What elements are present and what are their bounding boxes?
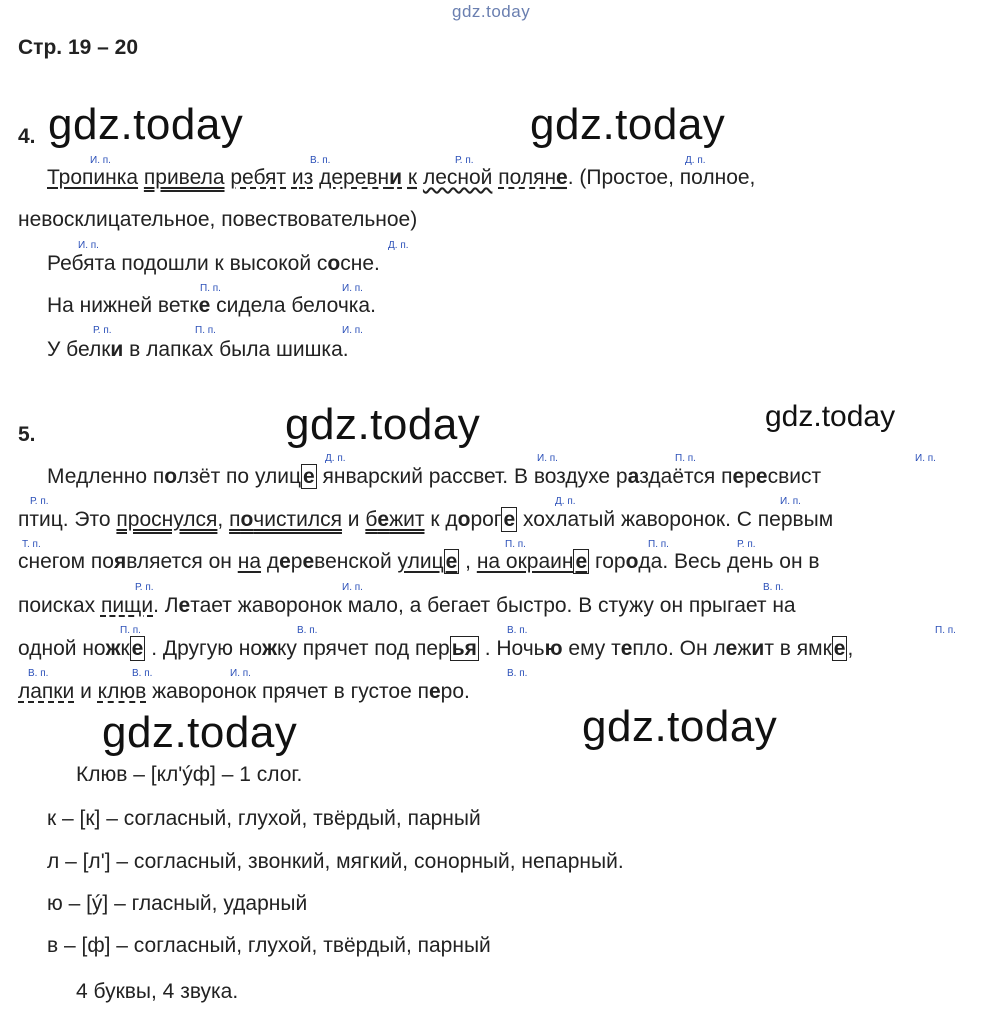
case-tag: В. п. xyxy=(310,155,331,166)
case-tag: Д. п. xyxy=(555,496,576,507)
watermark: gdz.today xyxy=(285,400,481,449)
case-tag: П. п. xyxy=(935,625,956,636)
case-tag: Т. п. xyxy=(22,539,41,550)
case-tag: Д. п. xyxy=(685,155,706,166)
text-line: поисках пищи. Летает жаворонок мало, а бегает быстро. В стужу он прыгает на xyxy=(18,594,796,617)
text-line: Медленно ползёт по улице январский рассвет. В воздухе раздаётся пересвист xyxy=(47,465,822,488)
task-number: 4. xyxy=(18,125,36,148)
watermark-top: gdz.today xyxy=(452,2,531,21)
case-tag: П. п. xyxy=(195,325,216,336)
watermark: gdz.today xyxy=(530,100,726,149)
text-line: снегом появляется он на деревенской улице , на окраине города. Весь день он в xyxy=(18,550,820,573)
case-tag: И. п. xyxy=(780,496,801,507)
sentence: невосклицательное, повествовательное) xyxy=(18,208,418,231)
text-line: одной ножке . Другую ножку прячет под перья . Ночью ему тепло. Он лежит в ямке, xyxy=(18,637,854,660)
case-tag: Р. п. xyxy=(455,155,474,166)
case-tag: Р. п. xyxy=(135,582,154,593)
phonetic-word: Клюв – [кл'ýф] – 1 слог. xyxy=(76,763,303,786)
phonetic-line: к – [к] – согласный, глухой, твёрдый, парный xyxy=(47,807,481,830)
phonetic-line: л – [л'] – согласный, звонкий, мягкий, сонорный, непарный. xyxy=(47,850,624,873)
sentence: Тропинка привела ребят из деревни к лесной поляне. (Простое, полное, xyxy=(47,166,756,189)
case-tag: П. п. xyxy=(648,539,669,550)
watermark: gdz.today xyxy=(765,400,896,433)
case-tag: В. п. xyxy=(763,582,784,593)
case-tag: В. п. xyxy=(132,668,153,679)
case-tag: И. п. xyxy=(537,453,558,464)
sentence: Ребята подошли к высокой сосне. xyxy=(47,252,380,275)
sentence: У белки в лапках была шишка. xyxy=(47,338,349,361)
case-tag: В. п. xyxy=(297,625,318,636)
watermark: gdz.today xyxy=(582,702,778,751)
case-tag: П. п. xyxy=(200,283,221,294)
case-tag: И. п. xyxy=(342,582,363,593)
case-tag: П. п. xyxy=(120,625,141,636)
phonetic-line: в – [ф] – согласный, глухой, твёрдый, парный xyxy=(47,934,491,957)
case-tag: Д. п. xyxy=(388,240,409,251)
case-tag: П. п. xyxy=(505,539,526,550)
case-tag: Д. п. xyxy=(325,453,346,464)
text-line: лапки и клюв жаворонок прячет в густое перо. xyxy=(18,680,470,703)
sentence: На нижней ветке сидела белочка. xyxy=(47,294,376,317)
phonetic-total: 4 буквы, 4 звука. xyxy=(76,980,239,1003)
case-tag: В. п. xyxy=(507,625,528,636)
case-tag: И. п. xyxy=(342,325,363,336)
case-tag: И. п. xyxy=(915,453,936,464)
case-tag: Р. п. xyxy=(93,325,112,336)
case-tag: В. п. xyxy=(507,668,528,679)
watermark: gdz.today xyxy=(48,100,244,149)
case-tag: Р. п. xyxy=(30,496,49,507)
case-tag: П. п. xyxy=(675,453,696,464)
task-number: 5. xyxy=(18,423,36,446)
phonetic-line: ю – [ý] – гласный, ударный xyxy=(47,892,308,915)
case-tag: И. п. xyxy=(342,283,363,294)
case-tag: В. п. xyxy=(28,668,49,679)
watermark: gdz.today xyxy=(102,708,298,757)
page-title: Стр. 19 – 20 xyxy=(18,36,139,59)
case-tag: И. п. xyxy=(90,155,111,166)
case-tag: И. п. xyxy=(230,668,251,679)
case-tag: И. п. xyxy=(78,240,99,251)
case-tag: Р. п. xyxy=(737,539,756,550)
text-line: птиц. Это проснулся, почистился и бежит к дороге хохлатый жаворонок. С первым xyxy=(18,508,834,531)
